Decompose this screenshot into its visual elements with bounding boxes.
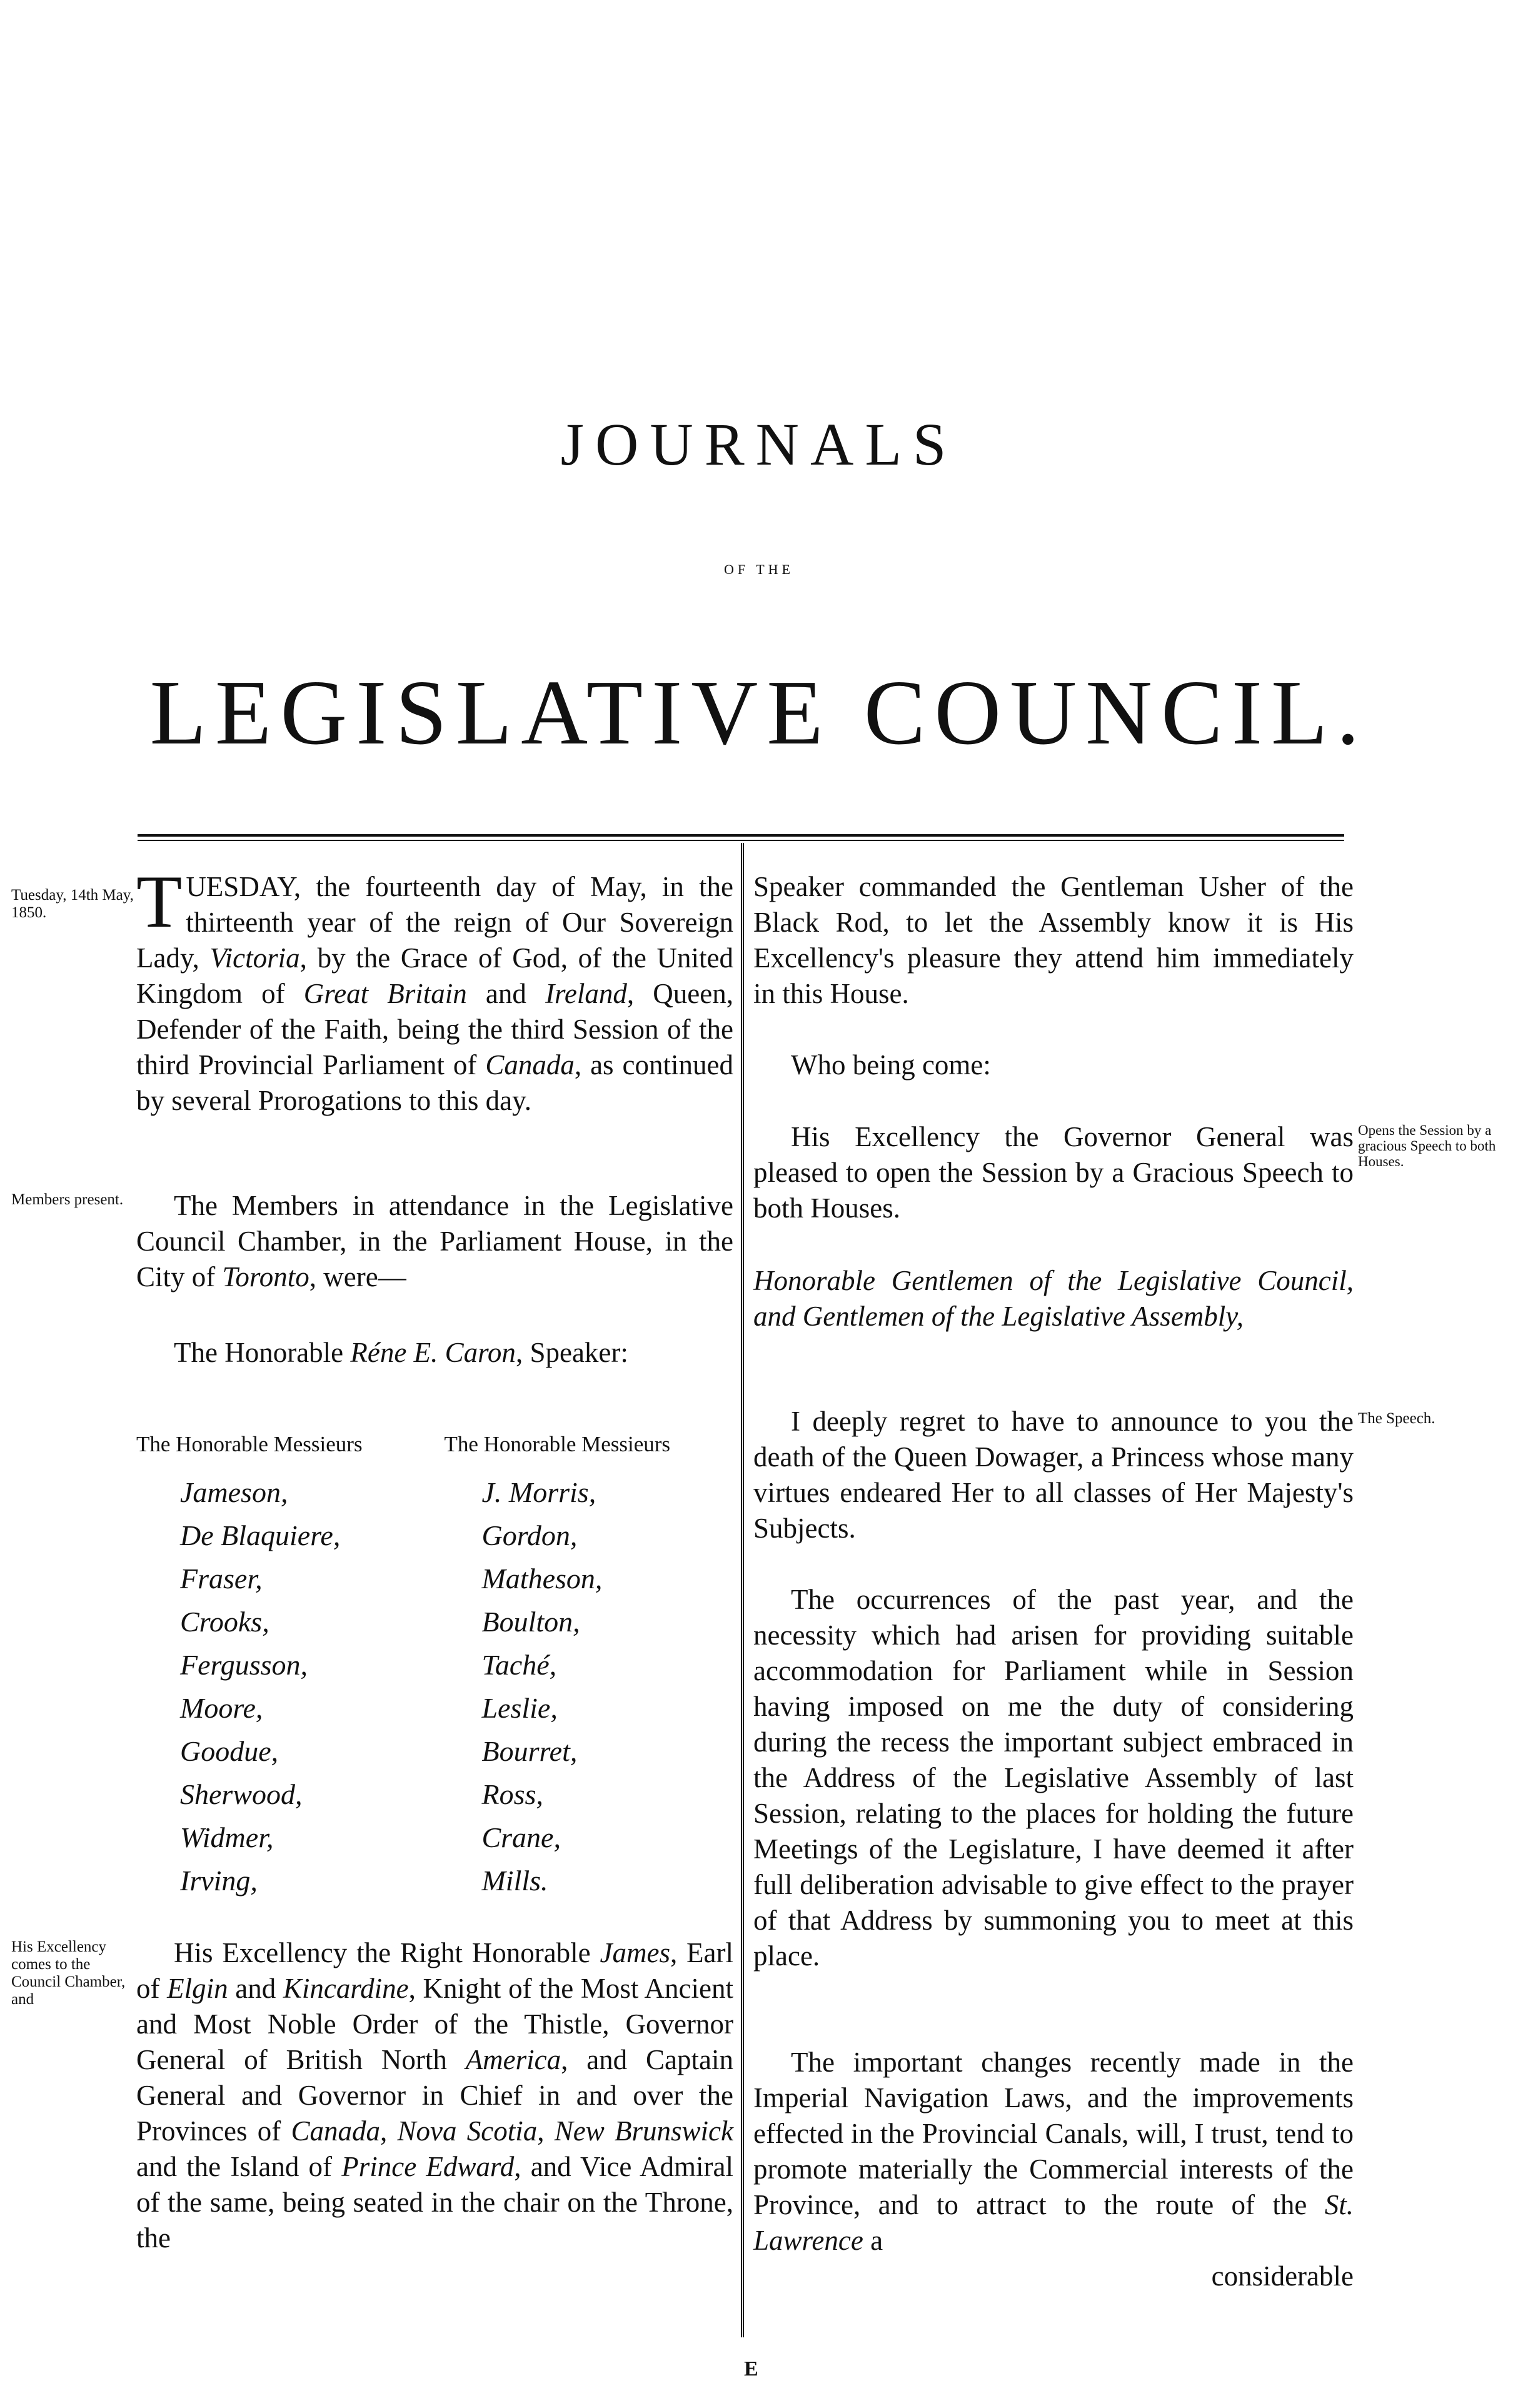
left-column (136, 860, 733, 1119)
table-row: Irving, Mills. (180, 1865, 548, 1897)
drop-cap: T (136, 860, 183, 943)
catchword: considerable (1211, 2260, 1354, 2292)
column-divider (741, 843, 744, 2337)
who-being-come: Who being come: (791, 1049, 991, 1081)
margin-note-excellency: His Excellency comes to the Council Chamber, and (11, 1938, 126, 2008)
table-row: Fraser, Matheson, (180, 1563, 603, 1594)
journal-subtitle: LEGISLATIVE COUNCIL. (149, 662, 1369, 764)
table-row: Widmer, Crane, (180, 1821, 561, 1853)
table-row: Moore, Leslie, (180, 1692, 558, 1724)
members-list (136, 1432, 733, 1906)
members-col-header: The Honorable Messieurs (136, 1432, 363, 1456)
speech-paragraph-navigation: The important changes recently made in the Imperial Navigation Laws, and the improvements effected in the Provincial Canals, will, I trust, tend to promote materially the Commercial interests of the Province, and to attract to the route of the St. Lawrence a considerable (753, 2045, 1354, 2294)
table-row: Goodue, Bourret, (180, 1735, 578, 1767)
margin-note-members: Members present. (11, 1191, 124, 1208)
table-row: Fergusson, Taché, (180, 1649, 557, 1681)
title-connector: OF THE (724, 562, 794, 577)
table-row: Crooks, Boulton, (180, 1606, 580, 1638)
speech-salutation: Honorable Gentlemen of the Legislative Council, and Gentlemen of the Legislative Assembly, (753, 1265, 1354, 1332)
table-row: De Blaquiere, Gordon, (180, 1519, 578, 1551)
journal-title: JOURNALS (560, 411, 958, 478)
header-rule-thin (138, 840, 1344, 841)
usher-paragraph: Speaker commanded the Gentleman Usher of the Black Rod, to let the Assembly know it is His Excellency's pleasure they attend him immediately in this House. (753, 871, 1354, 1009)
speaker-line: The Honorable Réne E. Caron, Speaker: (174, 1337, 628, 1368)
opening-paragraph: TUESDAY, the fourteenth day of May, in the thirteenth year of the reign of Our Sovereign Lady, Victoria, by the Grace of God, of the United Kingdom of Great Britain and Ireland, Queen, Defender of the Faith, being the third Session of the third Provincial Parliament of Canada, as continued by several Prorogations to this day. (136, 860, 733, 1116)
table-row: Sherwood, Ross, (180, 1778, 543, 1810)
speech-paragraph-queen: I deeply regret to have to announce to you the death of the Queen Dowager, a Princess whose many virtues endeared Her to all classes of Her Majesty's Subjects. (753, 1406, 1354, 1544)
speech-paragraph-accommodation: The occurrences of the past year, and the necessity which had arisen for providing suitable accommodation for Parliament while in Session having imposed on me the duty of considering during the recess the important subject embraced in the Address of the Legislative Assembly of last Session, relating to the places for holding the future Meetings of the Legislature, I have deemed it after full deliberation advisable to give effect to the prayer of that Address by summoning you to meet at this place. (753, 1584, 1354, 1972)
margin-note-opens: Opens the Session by a gracious Speech to both Houses. (1358, 1122, 1496, 1169)
margin-note-speech: The Speech. (1358, 1410, 1435, 1427)
members-col-header: The Honorable Messieurs (444, 1432, 671, 1456)
opens-session-paragraph: His Excellency the Governor General was pleased to open the Session by a Gracious Speech to both Houses. (753, 1121, 1354, 1224)
excellency-paragraph: His Excellency the Right Honorable James, Earl of Elgin and Kincardine, Knight of the Most Ancient and Most Noble Order of the Thistle, Governor General of British North America, and Captain General and Governor in Chief in and over the Provinces of Canada, Nova Scotia, New Brunswick and the Island of Prince Edward, and Vice Admiral of the same, being seated in the chair on the Throne, the (136, 1937, 734, 2254)
margin-note-date: Tuesday, 14th May, 1850. (11, 887, 134, 921)
table-row: Jameson, J. Morris, (180, 1476, 596, 1508)
signature-mark: E (744, 2357, 758, 2380)
header-rule-thick (138, 834, 1344, 837)
members-paragraph: The Members in attendance in the Legislative Council Chamber, in the Parliament House, in the City of Toronto, were— (136, 1190, 733, 1292)
